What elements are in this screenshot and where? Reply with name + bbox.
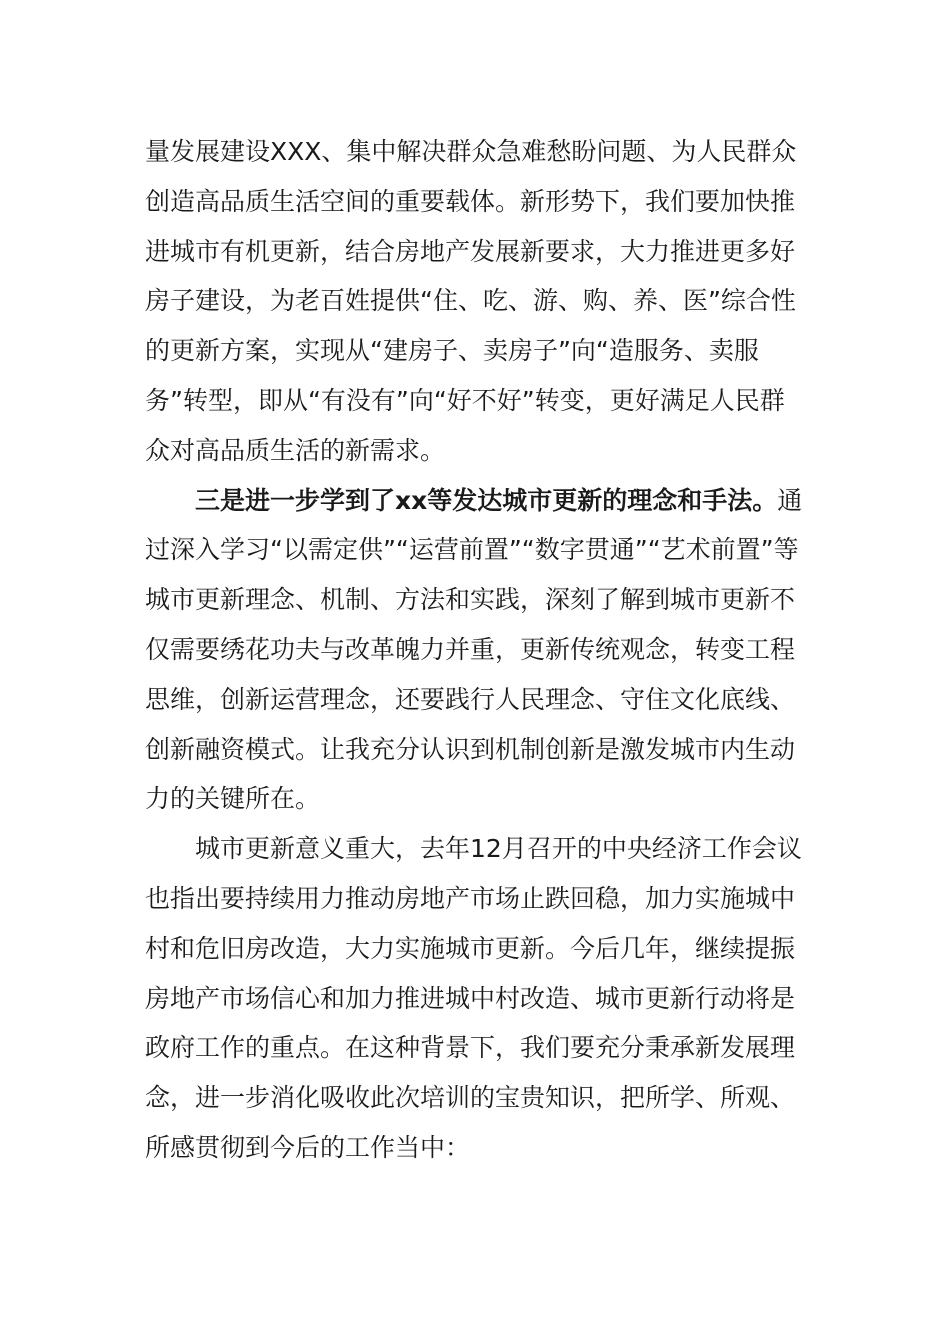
paragraph-point-three (145, 476, 805, 825)
paragraph-heading: 三是进一步学到了xx等发达城市更新的理念和手法。 (195, 485, 778, 515)
document-body (145, 127, 805, 1173)
paragraph-body: 通过深入学习“以需定供”“运营前置”“数字贯通”“艺术前置”等城市更新理念、机制、方法和实践，深刻了解到城市更新不仅需要绣花功夫与改革魄力并重，更新传统观念，转变工程思维，创新运营理念，还要践行人民理念、守住文化底线、创新融资模式。让我充分认识到机制创新是激发城市内生动力的关键所在。 (145, 485, 803, 814)
paragraph-continuation: 量发展建设XXX、集中解决群众急难愁盼问题、为人民群众创造高品质生活空间的重要载体。新形势下，我们要加快推进城市有机更新，结合房地产发展新要求，大力推进更多好房子建设，为老百姓提供“住、吃、游、购、养、医”综合性的更新方案，实现从“建房子、卖房子”向“造服务、卖服务”转型，即从“有没有”向“好不好”转变，更好满足人民群众对高品质生活的新需求。 (145, 137, 797, 465)
paragraph-conclusion: 城市更新意义重大，去年12月召开的中央经济工作会议也指出要持续用力推动房地产市场止跌回稳，加力实施城中村和危旧房改造，大力实施城市更新。今后几年，继续提振房地产市场信心和加力推进城中村改造、城市更新行动将是政府工作的重点。在这种背景下，我们要充分秉承新发展理念，进一步消化吸收此次培训的宝贵知识，把所学、所观、所感贯彻到今后的工作当中： (145, 834, 802, 1162)
